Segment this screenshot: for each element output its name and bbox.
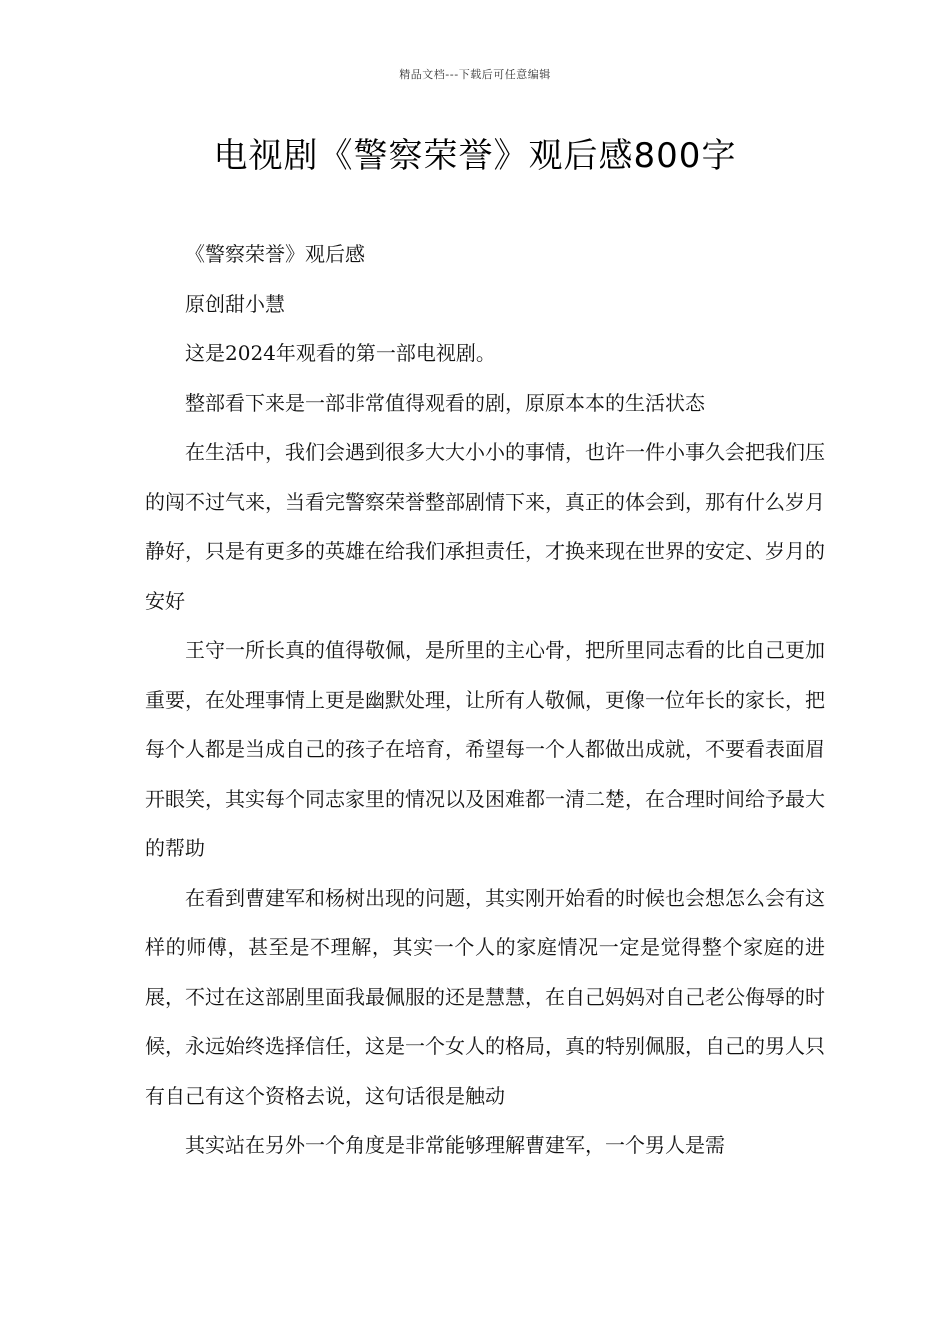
paragraph: 在生活中，我们会遇到很多大大小小的事情，也许一件小事久会把我们压的闯不过气来，当看完警察荣誉整部剧情下来，真正的体会到，那有什么岁月静好，只是有更多的英雄在给我们承担责任，才换来现在世界的安定、岁月的安好 xyxy=(145,440,825,613)
paragraph: 在看到曹建军和杨树出现的问题，其实刚开始看的时候也会想怎么会有这样的师傅，甚至是不理解，其实一个人的家庭情况一定是觉得整个家庭的进展，不过在这部剧里面我最佩服的还是慧慧，在自己妈妈对自己老公侮辱的时候，永远始终选择信任，这是一个女人的格局，真的特别佩服，自己的男人只有自己有这个资格去说，这句话很是触动 xyxy=(145,885,825,1108)
document-title: 电视剧《警察荣誉》观后感800字 xyxy=(213,136,737,176)
paragraph: 王守一所长真的值得敬佩，是所里的主心骨，把所里同志看的比自己更加重要，在处理事情上更是幽默处理，让所有人敬佩，更像一位年长的家长，把每个人都是当成自己的孩子在培育，希望每一个人都做出成就，不要看表面眉开眼笑，其实每个同志家里的情况以及困难都一清二楚，在合理时间给予最大的帮助 xyxy=(145,638,825,860)
header-note: 精品文档---下载后可任意编辑 xyxy=(399,68,551,81)
paragraph-subtitle: 《警察荣誉》观后感 xyxy=(185,242,365,266)
paragraph: 这是2024年观看的第一部电视剧。 xyxy=(185,341,496,365)
paragraph: 其实站在另外一个角度是非常能够理解曹建军，一个男人是需 xyxy=(185,1133,725,1157)
paragraph: 整部看下来是一部非常值得观看的剧，原原本本的生活状态 xyxy=(185,390,705,415)
document-body xyxy=(145,230,825,1171)
paragraph-author: 原创甜小慧 xyxy=(185,291,285,316)
